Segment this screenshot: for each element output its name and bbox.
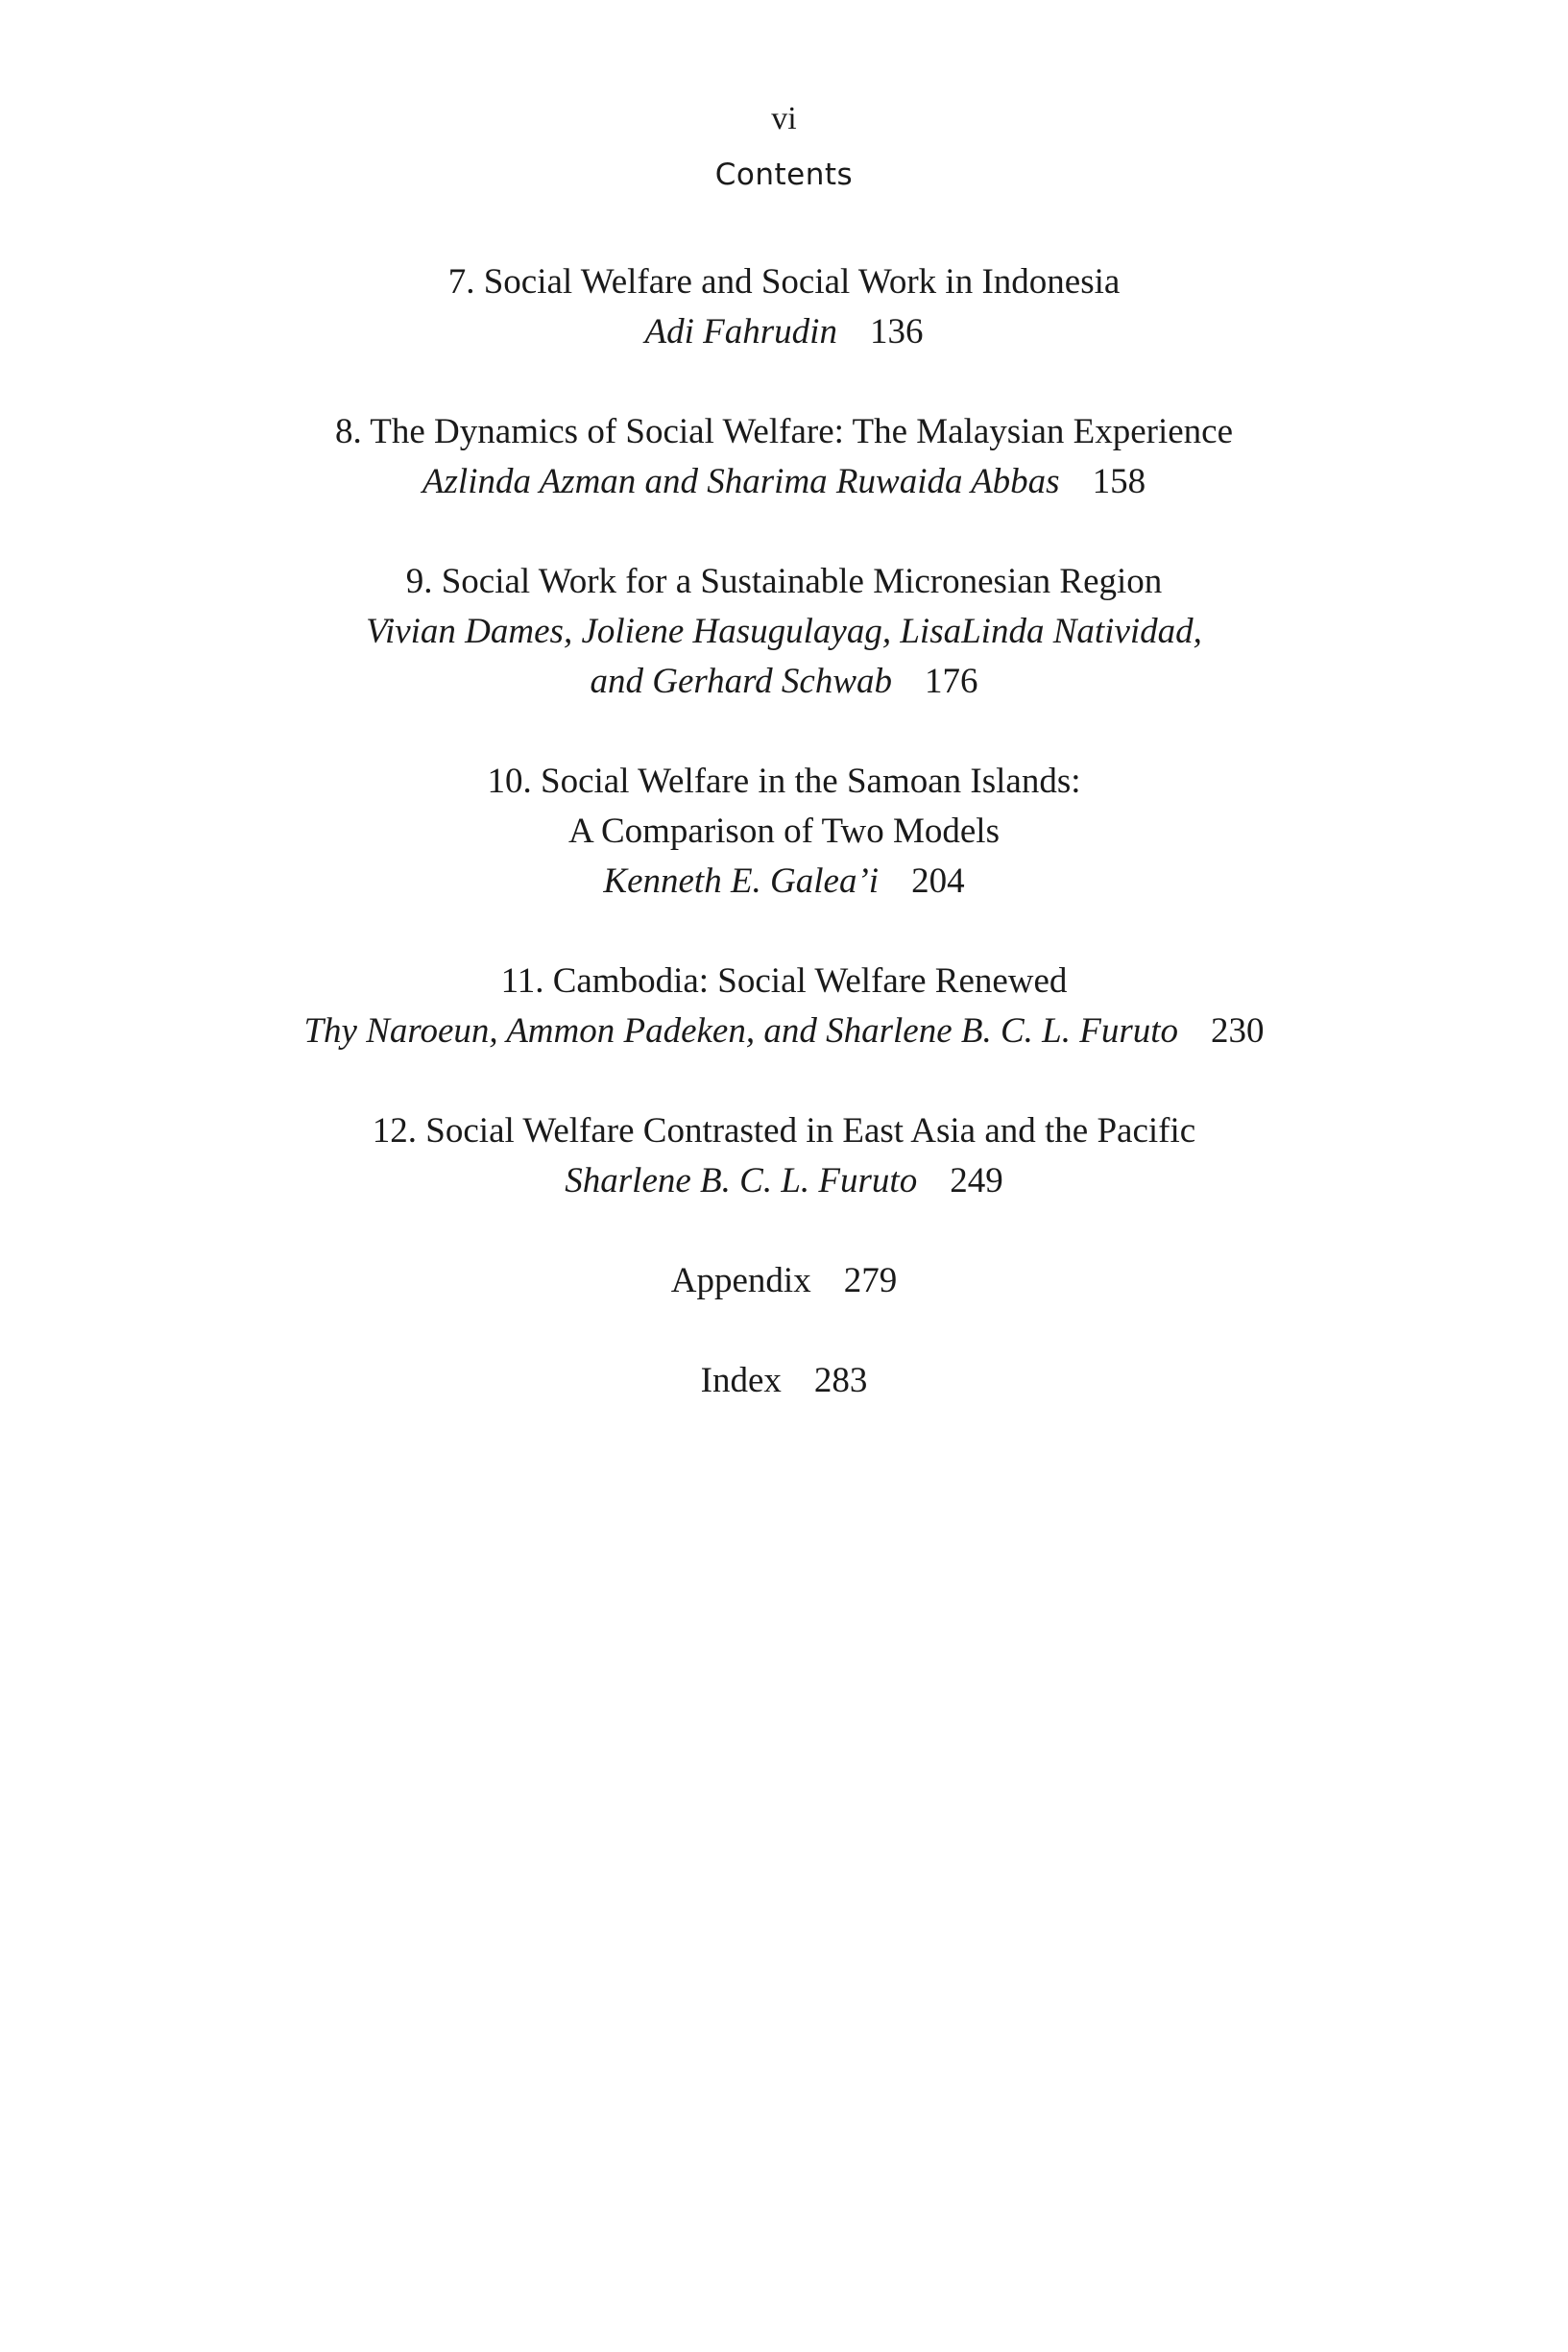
chapter-author-line	[0, 307, 1568, 357]
page-number-folio: vi	[771, 101, 797, 136]
toc-entry-chapter-7	[0, 257, 1568, 357]
chapter-page-number: 176	[925, 662, 978, 701]
chapter-page-number: 136	[869, 312, 924, 352]
running-head: Contents	[714, 158, 854, 192]
chapter-author: Sharlene B. C. L. Furuto	[565, 1161, 918, 1200]
chapter-author: Adi Fahrudin	[644, 312, 837, 352]
chapter-author-line	[0, 657, 1568, 707]
toc-entry-chapter-12	[0, 1106, 1568, 1206]
toc-entry-appendix	[0, 1256, 1568, 1306]
chapter-author: Kenneth E. Galea’i	[603, 861, 880, 901]
chapter-title: 8. The Dynamics of Social Welfare: The Malaysian Experience	[334, 412, 1234, 451]
chapter-author: Vivian Dames, Joliene Hasugulayag, LisaLinda Natividad,	[366, 612, 1202, 651]
toc-entry-index	[0, 1356, 1568, 1406]
appendix-title: Appendix	[670, 1261, 811, 1300]
chapter-author-line	[0, 1156, 1568, 1206]
toc-entry-chapter-11	[0, 957, 1568, 1056]
chapter-page-number: 204	[911, 861, 965, 901]
chapter-page-number: 230	[1211, 1011, 1265, 1051]
chapter-title: 7. Social Welfare and Social Work in Indonesia	[447, 262, 1121, 302]
chapter-author-line	[0, 1006, 1568, 1056]
chapter-subtitle: A Comparison of Two Models	[568, 812, 1000, 851]
toc-entry-chapter-8	[0, 407, 1568, 507]
chapter-page-number: 158	[1092, 462, 1146, 501]
chapter-author-line	[0, 857, 1568, 907]
toc-entry-chapter-9	[0, 557, 1568, 707]
appendix-line	[0, 1256, 1568, 1306]
chapter-title: 9. Social Work for a Sustainable Micronesian Region	[405, 562, 1163, 601]
index-title: Index	[700, 1361, 782, 1400]
index-line	[0, 1356, 1568, 1406]
chapter-title: 10. Social Welfare in the Samoan Islands:	[487, 762, 1081, 801]
chapter-author: Azlinda Azman and Sharima Ruwaida Abbas	[422, 462, 1060, 501]
chapter-author-line	[0, 457, 1568, 507]
chapter-author: Thy Naroeun, Ammon Padeken, and Sharlene B. C. L. Furuto	[303, 1011, 1179, 1051]
chapter-author: and Gerhard Schwab	[590, 662, 892, 701]
appendix-page-number: 279	[843, 1261, 898, 1300]
index-page-number: 283	[813, 1361, 868, 1400]
chapter-page-number: 249	[950, 1161, 1003, 1200]
chapter-title: 12. Social Welfare Contrasted in East Asia and the Pacific	[372, 1111, 1196, 1151]
chapter-title: 11. Cambodia: Social Welfare Renewed	[500, 961, 1068, 1001]
toc-entry-chapter-10	[0, 757, 1568, 907]
table-of-contents	[0, 257, 1568, 1456]
